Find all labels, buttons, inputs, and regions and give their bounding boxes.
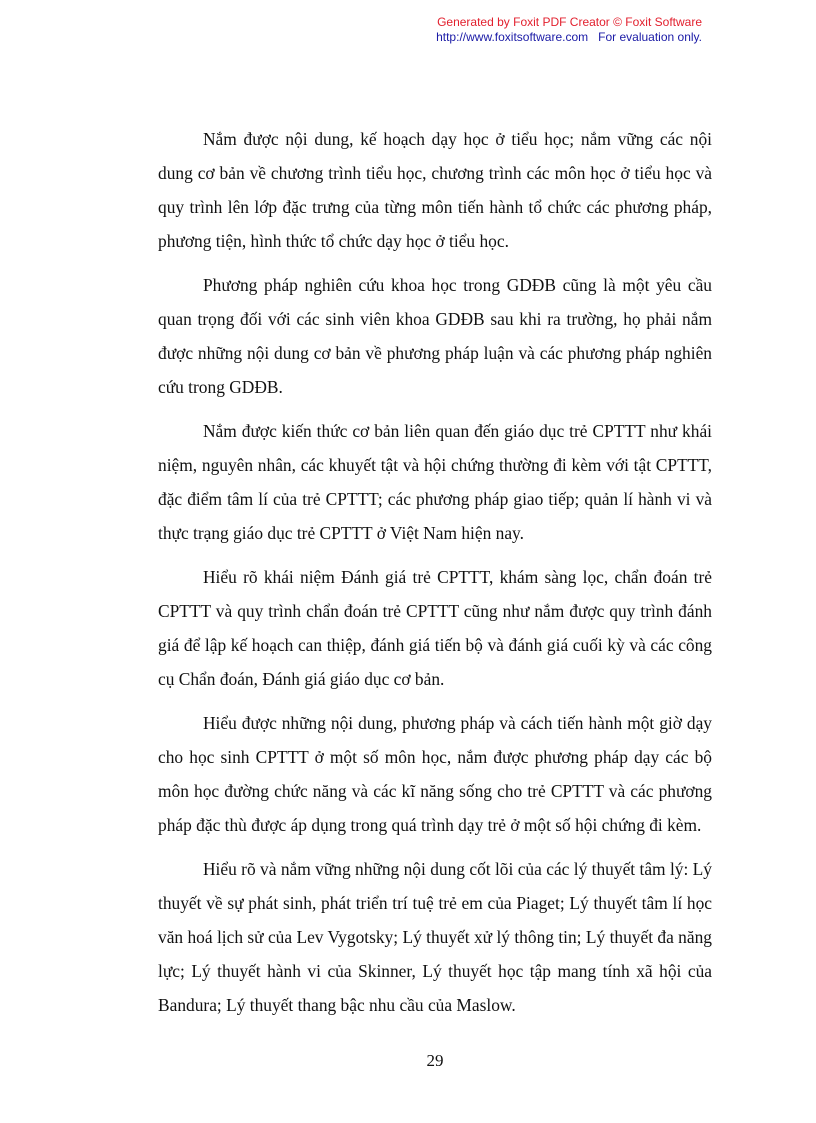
paragraph-teaching-plan: Nắm được nội dung, kế hoạch dạy học ở tiểu học; nắm vững các nội dung cơ bản về chương trình tiểu học, chương trình các môn học ở tiểu học và quy trình lên lớp đặc trưng của từng môn tiến hành tổ chức các phương pháp, phương tiện, hình thức tổ chức dạy học ở tiểu học. bbox=[158, 129, 712, 251]
paragraph-research-methods: Phương pháp nghiên cứu khoa học trong GDĐB cũng là một yêu cầu quan trọng đối với các sinh viên khoa GDĐB sau khi ra trường, họ phải nắm được những nội dung cơ bản về phương pháp luận và các phương pháp nghiên cứu trong GDĐB. bbox=[158, 275, 712, 397]
paragraph-cpttt-knowledge: Nắm được kiến thức cơ bản liên quan đến giáo dục trẻ CPTTT như khái niệm, nguyên nhân, các khuyết tật và hội chứng thường đi kèm với tật CPTTT, đặc điểm tâm lí của trẻ CPTTT; các phương pháp giao tiếp; quản lí hành vi và thực trạng giáo dục trẻ CPTTT ở Việt Nam hiện nay. bbox=[158, 421, 712, 543]
watermark-creator-text: Generated by Foxit PDF Creator © Foxit Software bbox=[437, 15, 702, 29]
paragraph-assessment: Hiểu rõ khái niệm Đánh giá trẻ CPTTT, khám sàng lọc, chẩn đoán trẻ CPTTT và quy trình chẩn đoán trẻ CPTTT cũng như nắm được quy trình đánh giá để lập kế hoạch can thiệp, đánh giá tiến bộ và đánh giá cuối kỳ và các công cụ Chẩn đoán, Đánh giá giáo dục cơ bản. bbox=[158, 567, 712, 689]
paragraph-psychology-theories: Hiểu rõ và nắm vững những nội dung cốt lõi của các lý thuyết tâm lý: Lý thuyết về sự phát sinh, phát triển trí tuệ trẻ em của Piaget; Lý thuyết tâm lí học văn hoá lịch sử của Lev Vygotsky; Lý thuyết xử lý thông tin; Lý thuyết đa năng lực; Lý thuyết hành vi của Skinner, Lý thuyết học tập mang tính xã hội của Bandura; Lý thuyết thang bậc nhu cầu của Maslow. bbox=[158, 859, 712, 1015]
watermark-url-link[interactable]: http://www.foxitsoftware.com bbox=[436, 30, 589, 44]
page-number: 29 bbox=[426, 1051, 444, 1070]
watermark-evaluation-note: For evaluation only. bbox=[598, 30, 702, 44]
document-body bbox=[158, 122, 712, 1032]
watermark-url-line bbox=[436, 30, 702, 45]
paragraph-teaching-methods: Hiểu được những nội dung, phương pháp và cách tiến hành một giờ dạy cho học sinh CPTTT ở một số môn học, nắm được phương pháp dạy các bộ môn học đường chức năng và các kĩ năng sống cho trẻ CPTTT và các phương pháp đặc thù được áp dụng trong quá trình dạy trẻ ở một số hội chứng đi kèm. bbox=[158, 713, 712, 835]
foxit-watermark bbox=[436, 15, 702, 45]
